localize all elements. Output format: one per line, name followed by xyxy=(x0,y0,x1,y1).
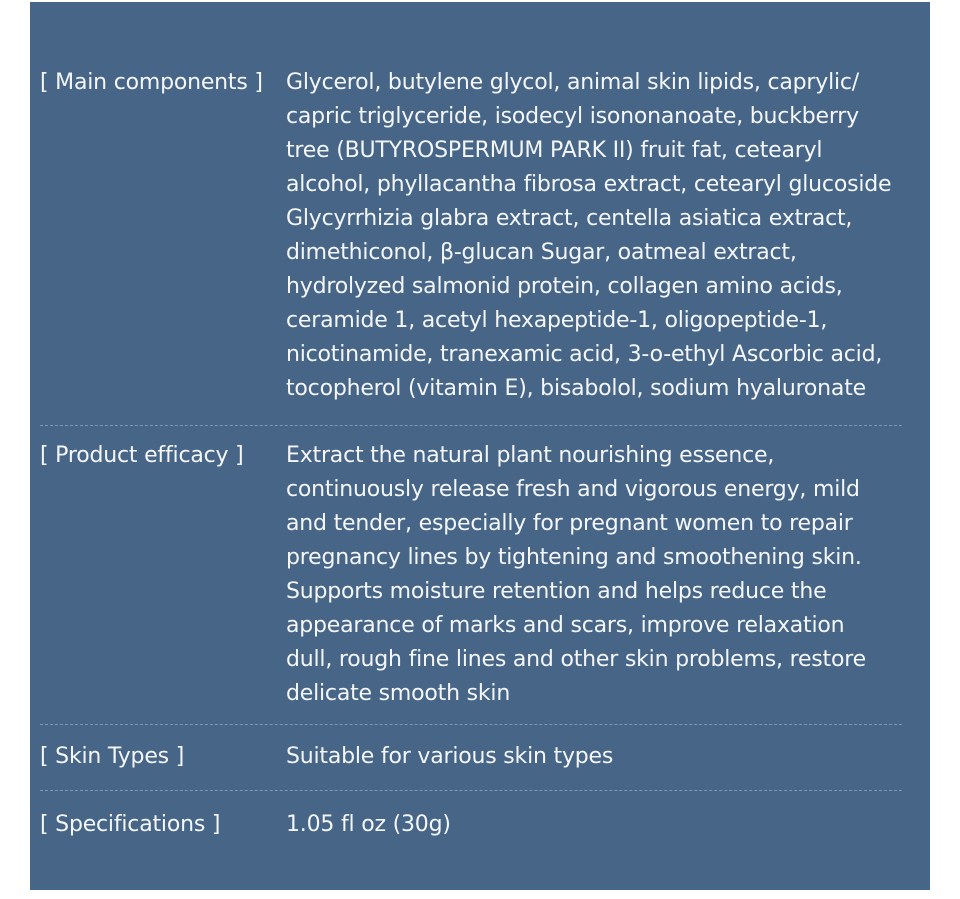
specifications-value xyxy=(286,808,926,842)
efficacy-line: and tender, especially for pregnant women to repair xyxy=(286,511,853,536)
components-line: Glycerol, butylene glycol, animal skin lipids, caprylic/ xyxy=(286,70,860,95)
skin-types-text: Suitable for various skin types xyxy=(286,744,614,769)
product-info-panel xyxy=(30,2,930,890)
components-line: tocopherol (vitamin E), bisabolol, sodium hyaluronate xyxy=(286,376,866,401)
components-line: capric triglyceride, isodecyl isononanoate, buckberry xyxy=(286,104,859,129)
efficacy-line: appearance of marks and scars, improve relaxation xyxy=(286,613,845,638)
efficacy-line: continuously release fresh and vigorous energy, mild xyxy=(286,477,860,502)
components-line: Glycyrrhizia glabra extract, centella asiatica extract, xyxy=(286,206,853,231)
components-line: nicotinamide, tranexamic acid, 3-o-ethyl Ascorbic acid, xyxy=(286,342,883,367)
efficacy-line: Supports moisture retention and helps reduce the xyxy=(286,579,827,604)
components-line: hydrolyzed salmonid protein, collagen amino acids, xyxy=(286,274,843,299)
specifications-text: 1.05 fl oz (30g) xyxy=(286,812,451,837)
skin-types-label: [ Skin Types ] xyxy=(40,744,185,769)
skin-types-value xyxy=(286,740,926,774)
product-efficacy-value xyxy=(286,439,926,711)
components-line: alcohol, phyllacantha fibrosa extract, cetearyl glucoside xyxy=(286,172,892,197)
efficacy-line: delicate smooth skin xyxy=(286,681,511,706)
components-line: dimethiconol, β-glucan Sugar, oatmeal extract, xyxy=(286,240,797,265)
section-divider xyxy=(40,790,902,791)
section-divider xyxy=(40,724,902,725)
efficacy-line: Extract the natural plant nourishing essence, xyxy=(286,443,775,468)
specifications-label: [ Specifications ] xyxy=(40,812,221,837)
product-efficacy-label: [ Product efficacy ] xyxy=(40,443,244,468)
efficacy-line: pregnancy lines by tightening and smoothening skin. xyxy=(286,545,862,570)
main-components-value xyxy=(286,66,926,406)
efficacy-line: dull, rough fine lines and other skin problems, restore xyxy=(286,647,866,672)
section-divider xyxy=(40,425,902,426)
components-line: ceramide 1, acetyl hexapeptide-1, oligopeptide-1, xyxy=(286,308,828,333)
components-line: tree (BUTYROSPERMUM PARK II) fruit fat, cetearyl xyxy=(286,138,823,163)
main-components-label: [ Main components ] xyxy=(40,70,263,95)
